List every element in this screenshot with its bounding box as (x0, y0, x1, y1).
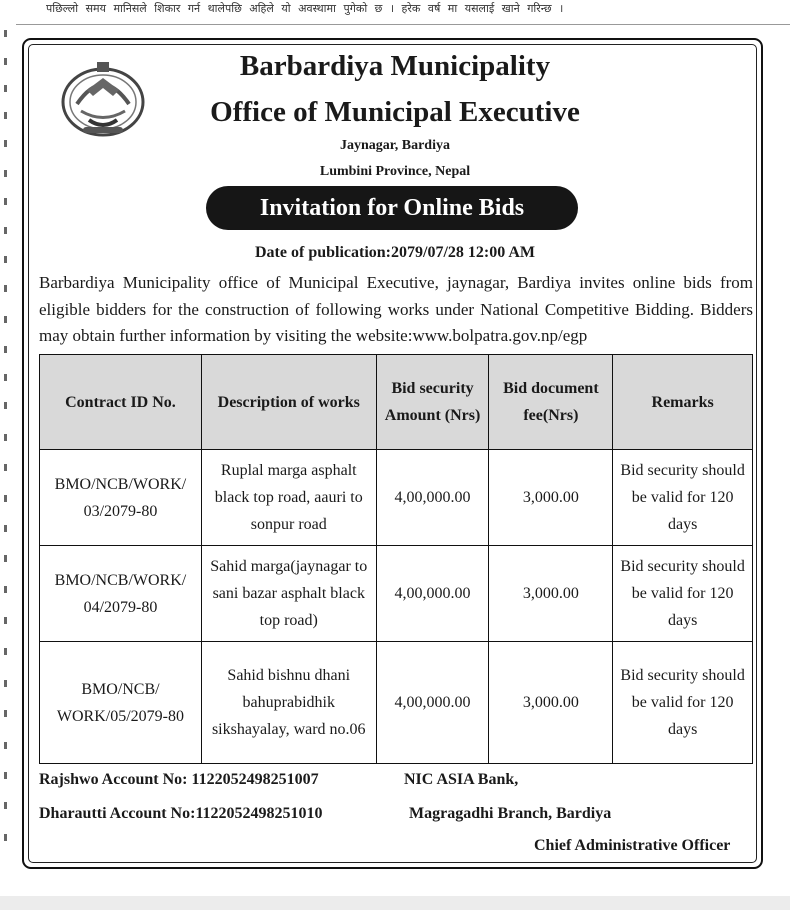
bank-branch: Magragadhi Branch, Bardiya (409, 805, 612, 822)
dharautti-account: Dharautti Account No:1122052498251010 (39, 805, 323, 822)
table-row (40, 450, 753, 546)
table-row (40, 642, 753, 764)
table-header-row (40, 355, 753, 450)
header-document-fee: Bid document fee(Nrs) (489, 355, 613, 450)
notice-title-banner: Invitation for Online Bids (206, 186, 578, 230)
office-name: Office of Municipal Executive (210, 96, 580, 128)
bid-security-cell: 4,00,000.00 (376, 546, 489, 642)
contract-id-cell: BMO/NCB/WORK/ 03/2079-80 (40, 450, 202, 546)
document-fee-cell: 3,000.00 (489, 642, 613, 764)
contract-id-cell: BMO/NCB/ WORK/05/2079-80 (40, 642, 202, 764)
header-bid-security: Bid security Amount (Nrs) (376, 355, 489, 450)
header-contract-id: Contract ID No. (40, 355, 202, 450)
top-rule (16, 24, 790, 25)
document-fee-cell: 3,000.00 (489, 450, 613, 546)
remarks-cell: Bid security should be valid for 120 days (613, 642, 753, 764)
signatory-title: Chief Administrative Officer (534, 837, 731, 854)
remarks-cell: Bid security should be valid for 120 days (613, 546, 753, 642)
description-cell: Sahid bishnu dhani bahuprabidhik sikshayalay, ward no.06 (201, 642, 376, 764)
table-row (40, 546, 753, 642)
rajshwo-account: Rajshwo Account No: 1122052498251007 (39, 771, 319, 788)
left-margin-marks (4, 30, 12, 870)
description-cell: Ruplal marga asphalt black top road, aauri to sonpur road (201, 450, 376, 546)
municipality-name: Barbardiya Municipality (239, 50, 551, 82)
address-line-1: Jaynagar, Bardiya (340, 138, 450, 153)
contract-id-cell: BMO/NCB/WORK/ 04/2079-80 (40, 546, 202, 642)
bid-security-cell: 4,00,000.00 (376, 642, 489, 764)
intro-paragraph: Barbardiya Municipality office of Municipal Executive, jaynagar, Bardiya invites online bids from eligible bidders for the construction of following works under National Competitive Bidding. Bidders may obtain further information by visiting the website:www.bolpatra.gov.np/egp (39, 273, 753, 345)
header-remarks: Remarks (613, 355, 753, 450)
bottom-band (0, 896, 790, 910)
top-text-strip: पछिल्लो समय मानिसले शिकार गर्न थालेपछि अहिले यो अवस्थामा पुगेको छ । हरेक वर्ष मा यसलाई खाने गरिन्छ । (46, 2, 564, 15)
document-fee-cell: 3,000.00 (489, 546, 613, 642)
bid-security-cell: 4,00,000.00 (376, 450, 489, 546)
address-line-2: Lumbini Province, Nepal (319, 164, 471, 179)
bank-name: NIC ASIA Bank, (404, 771, 519, 788)
description-cell: Sahid marga(jaynagar to sani bazar asphalt black top road) (201, 546, 376, 642)
bids-table (39, 354, 753, 764)
remarks-cell: Bid security should be valid for 120 days (613, 450, 753, 546)
publication-date: Date of publication:2079/07/28 12:00 AM (255, 244, 535, 261)
header-description: Description of works (201, 355, 376, 450)
